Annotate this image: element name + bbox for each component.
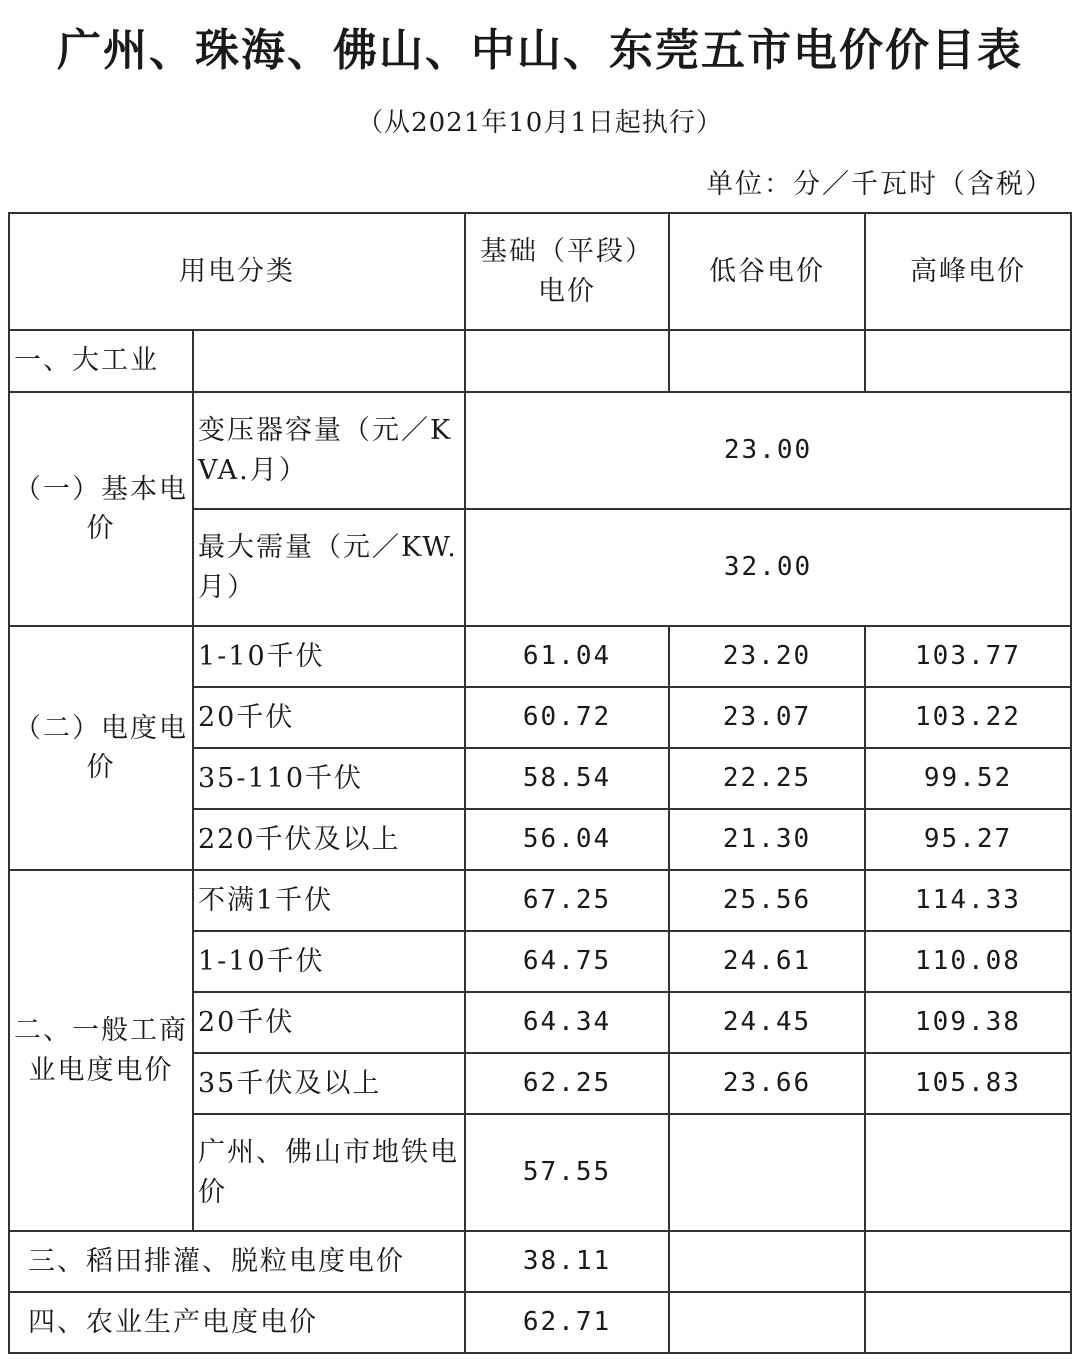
valley-price-value: 22.25 [669,748,865,809]
base-price-value: 56.04 [465,809,669,870]
base-price-value: 57.55 [465,1114,669,1231]
general-commercial-label: 二、一般工商业电度电价 [9,870,193,1231]
peak-price-value: 103.77 [865,626,1071,687]
base-price-value: 61.04 [465,626,669,687]
voltage-label: 20千伏 [193,992,465,1053]
peak-price-value: 95.27 [865,809,1071,870]
empty-cell [193,330,465,392]
peak-price-value: 109.38 [865,992,1071,1053]
valley-price-value [669,1114,865,1231]
irrigation-label: 三、稻田排灌、脱粒电度电价 [9,1231,465,1292]
tariff-table [8,212,1072,1354]
voltage-label: 35-110千伏 [193,748,465,809]
valley-price-value: 23.66 [669,1053,865,1114]
voltage-label: 20千伏 [193,687,465,748]
table-row [9,626,1071,687]
header-category: 用电分类 [9,213,465,330]
peak-price-value: 103.22 [865,687,1071,748]
valley-price-value: 24.61 [669,931,865,992]
voltage-label: 不满1千伏 [193,870,465,931]
voltage-label: 1-10千伏 [193,626,465,687]
header-peak-price: 高峰电价 [865,213,1071,330]
transformer-capacity-label: 变压器容量（元／KVA.月） [193,392,465,509]
section-label-large-industry: 一、大工业 [9,330,193,392]
valley-price-value: 25.56 [669,870,865,931]
voltage-label: 220千伏及以上 [193,809,465,870]
valley-price-value: 21.30 [669,809,865,870]
voltage-label: 35千伏及以上 [193,1053,465,1114]
base-price-value: 64.75 [465,931,669,992]
peak-price-value: 114.33 [865,870,1071,931]
metro-price-label: 广州、佛山市地铁电价 [193,1114,465,1231]
empty-cell [865,1231,1071,1292]
effective-date: （从2021年10月1日起执行） [357,108,723,138]
valley-price-value: 23.20 [669,626,865,687]
base-price-value: 62.25 [465,1053,669,1114]
table-row [9,870,1071,931]
max-demand-label: 最大需量（元／KW.月） [193,509,465,626]
base-price-value: 38.11 [465,1231,669,1292]
voltage-label: 1-10千伏 [193,931,465,992]
empty-cell [465,330,669,392]
empty-cell [865,1292,1071,1353]
header-base-price: 基础（平段）电价 [465,213,669,330]
valley-price-value: 23.07 [669,687,865,748]
base-price-value: 58.54 [465,748,669,809]
header-row [9,213,1071,330]
table-row [9,1292,1071,1353]
agriculture-label: 四、农业生产电度电价 [9,1292,465,1353]
max-demand-value: 32.00 [465,509,1071,626]
section-row [9,330,1071,392]
table-row [9,392,1071,509]
peak-price-value: 99.52 [865,748,1071,809]
base-price-value: 64.34 [465,992,669,1053]
empty-cell [669,1292,865,1353]
base-price-value: 62.71 [465,1292,669,1353]
transformer-capacity-value: 23.00 [465,392,1071,509]
basic-price-label: （一）基本电价 [9,392,193,626]
empty-cell [865,330,1071,392]
peak-price-value: 110.08 [865,931,1071,992]
unit-note: 单位：分／千瓦时（含税） [706,169,1054,200]
header-valley-price: 低谷电价 [669,213,865,330]
page-title: 广州、珠海、佛山、中山、东莞五市电价价目表 [57,25,1023,76]
base-price-value: 67.25 [465,870,669,931]
valley-price-value: 24.45 [669,992,865,1053]
base-price-value: 60.72 [465,687,669,748]
peak-price-value: 105.83 [865,1053,1071,1114]
empty-cell [669,1231,865,1292]
empty-cell [669,330,865,392]
table-row [9,1231,1071,1292]
peak-price-value [865,1114,1071,1231]
energy-price-label: （二）电度电价 [9,626,193,870]
